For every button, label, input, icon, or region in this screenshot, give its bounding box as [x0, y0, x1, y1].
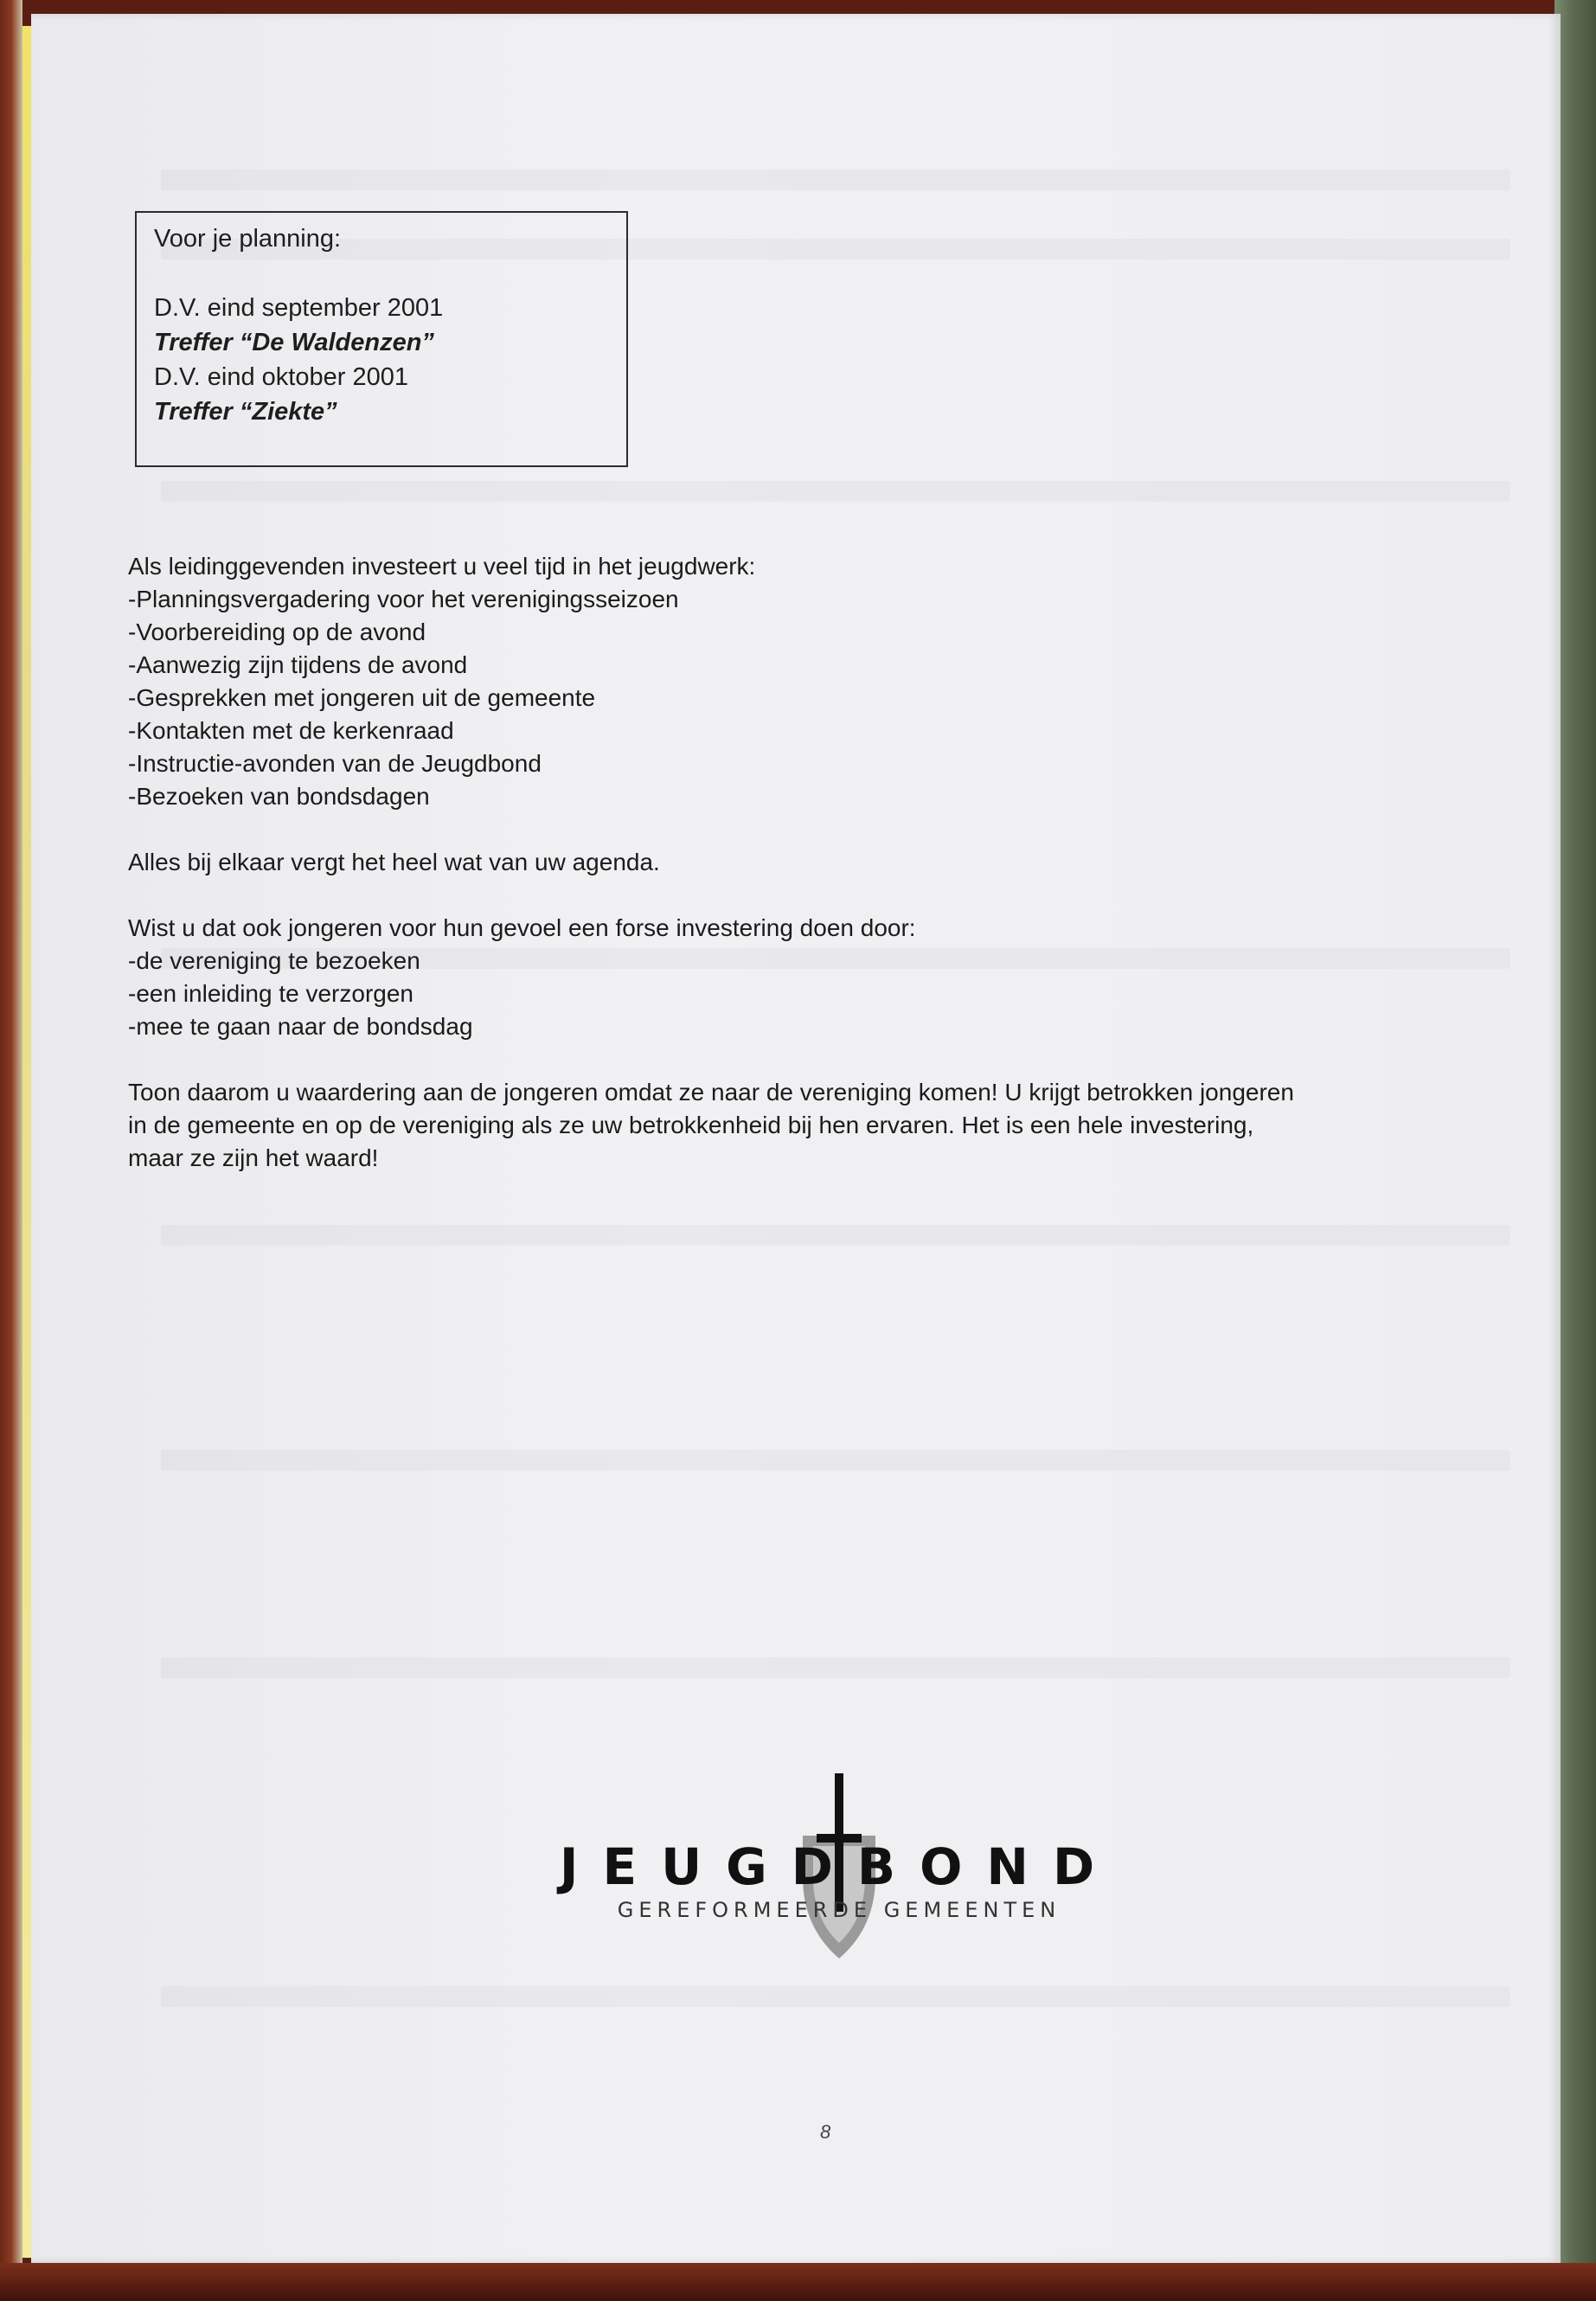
page-number: 8	[820, 2121, 831, 2143]
show-through	[161, 1657, 1510, 1678]
planning-box	[135, 211, 628, 467]
planning-title: Voor je planning:	[154, 225, 342, 253]
jeugdbond-logo	[484, 1773, 1194, 1964]
article-body	[128, 550, 1495, 1175]
section1-intro: Als leidinggevenden investeert u veel tijd in het jeugdwerk:	[128, 553, 756, 580]
logo-subtitle: GEREFORMEERDE GEMEENTEN	[617, 1898, 1061, 1922]
planning-date: D.V. eind oktober 2001	[154, 363, 408, 391]
logo-wordmark: JEUGDBOND	[559, 1837, 1119, 1896]
closing-line: maar ze zijn het waard!	[128, 1144, 379, 1171]
scan-border-left	[0, 0, 22, 2301]
list-item: -Bezoeken van bondsdagen	[128, 783, 430, 810]
show-through	[161, 170, 1510, 190]
list-item: -mee te gaan naar de bondsdag	[128, 1013, 473, 1040]
closing-line: Toon daarom u waardering aan de jongeren omdat ze naar de vereniging komen! U krijgt betrokken jongeren	[128, 1079, 1294, 1106]
show-through	[161, 1450, 1510, 1471]
list-item: -Kontakten met de kerkenraad	[128, 717, 454, 744]
planning-event: Treffer “De Waldenzen”	[154, 329, 434, 356]
show-through	[161, 1225, 1510, 1246]
show-through	[161, 1986, 1510, 2007]
list-item: -Planningsvergadering voor het verenigingsseizoen	[128, 586, 679, 612]
section2-intro: Wist u dat ook jongeren voor hun gevoel een forse investering doen door:	[128, 914, 916, 941]
scan-border-right	[1554, 0, 1596, 2301]
list-item: -Instructie-avonden van de Jeugdbond	[128, 750, 542, 777]
closing-line: in de gemeente en op de vereniging als ze uw betrokkenheid bij hen ervaren. Het is een hele investering,	[128, 1112, 1254, 1138]
list-item: -Voorbereiding op de avond	[128, 619, 426, 645]
page-edge	[22, 26, 31, 2258]
planning-event: Treffer “Ziekte”	[154, 398, 337, 426]
list-item: -de vereniging te bezoeken	[128, 947, 420, 974]
agenda-text: Alles bij elkaar vergt het heel wat van uw agenda.	[128, 849, 660, 875]
scan-border-bottom	[0, 2263, 1596, 2301]
list-item: -een inleiding te verzorgen	[128, 980, 413, 1007]
show-through	[161, 481, 1510, 502]
planning-date: D.V. eind september 2001	[154, 294, 444, 322]
list-item: -Aanwezig zijn tijdens de avond	[128, 651, 468, 678]
list-item: -Gesprekken met jongeren uit de gemeente	[128, 684, 596, 711]
